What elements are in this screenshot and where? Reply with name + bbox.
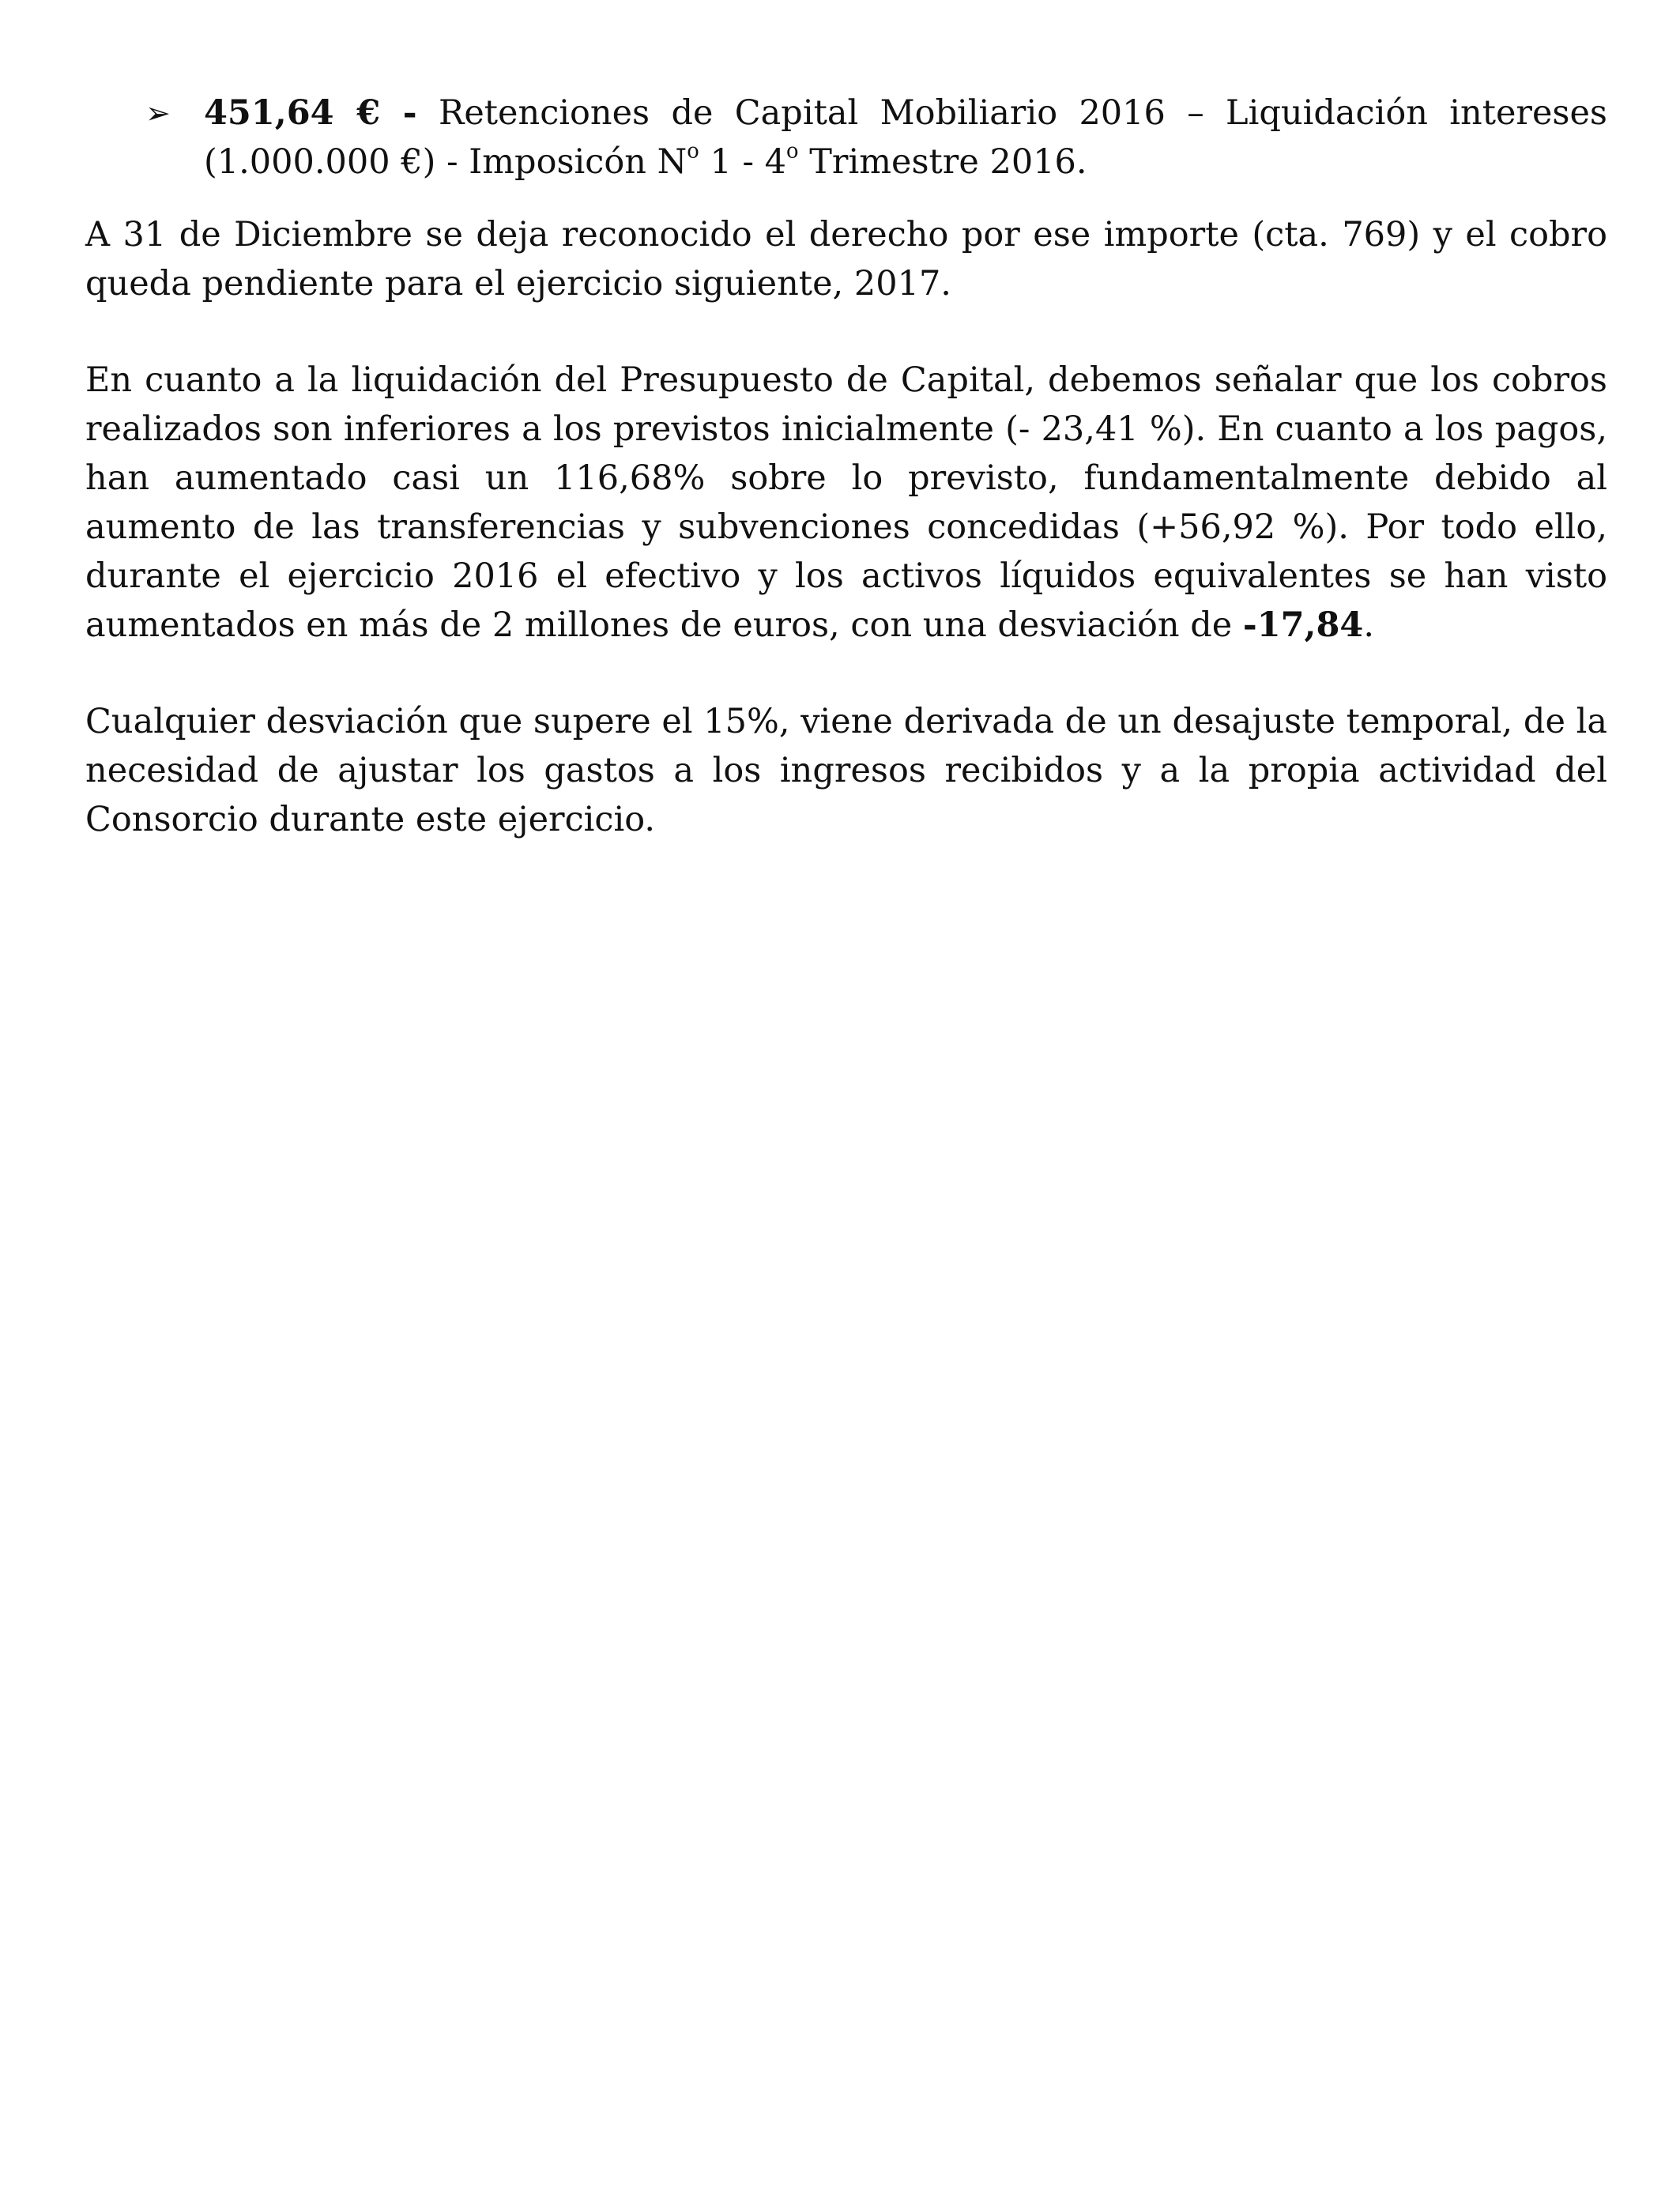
paragraph-presupuesto-capital: En cuanto a la liquidación del Presupuesto de Capital, debemos señalar que los cobros realizados son inferiores a los previstos inicialmente (- 23,41 %). En cuanto a los pagos, han aumentado casi un 116,68% sobre lo previsto, fundamentalmente debido al aumento de las transferencias y subvenciones concedidas (+56,92 %). Por todo ello, durante el ejercicio 2016 el efectivo y los activos líquidos equivalentes se han visto aumentados en más de 2 millones de euros, con una desviación de -17,84. bbox=[85, 360, 1607, 645]
bullet-text-line1: Retenciones de Capital Mobiliario 2016 – Liquidación intereses bbox=[438, 93, 1608, 133]
desviacion-value: -17,84 bbox=[1242, 605, 1364, 645]
arrow-bullet-icon: ➢ bbox=[145, 96, 171, 130]
document-page bbox=[85, 89, 1607, 844]
paragraph-derecho-reconocido: A 31 de Diciembre se deja reconocido el derecho por ese importe (cta. 769) y el cobro queda pendiente para el ejercicio siguiente, 2017. bbox=[85, 215, 1607, 303]
superscript-o-1: o bbox=[687, 139, 699, 164]
bullet-amount: 451,64 € - bbox=[204, 93, 417, 133]
bullet-text-line2: (1.000.000 €) - Imposicón $N^o$ 1 - 4$^o$ Trimestre 2016. bbox=[204, 139, 1087, 182]
bullet-item-retenciones bbox=[85, 89, 1607, 187]
paragraph-desviacion-explicacion: Cualquier desviación que supere el 15%, viene derivada de un desajuste temporal, de la necesidad de ajustar los gastos a los ingresos recibidos y a la propia actividad del Consorcio durante este ejercicio. bbox=[85, 702, 1607, 839]
superscript-o-2: o bbox=[786, 139, 799, 164]
